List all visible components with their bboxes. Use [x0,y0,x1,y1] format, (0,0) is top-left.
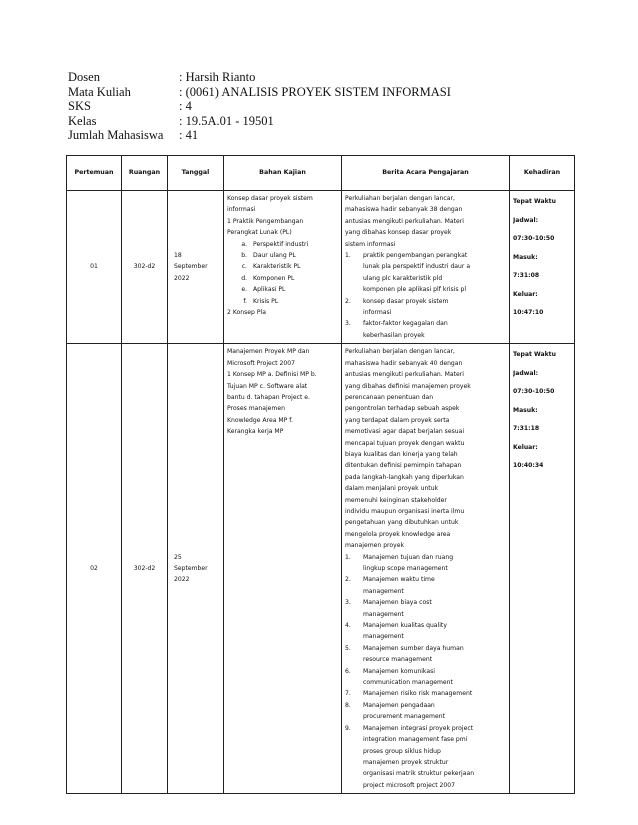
item-continuation: management [363,587,404,595]
item-continuation: communication management [363,679,453,687]
text-line: manajemen proyek [345,542,405,550]
cell-kehadiran [510,344,575,794]
attendance-line: Tepat Waktu [513,198,556,205]
item-text: konsep dasar proyek sistem [363,297,449,305]
numbered-item [345,700,506,711]
item-marker: 4. [345,622,351,630]
item-text: faktor-faktor kegagalan dan [363,320,448,328]
text-line: mengelola proyek knowledge area [345,530,451,538]
cell-berita-acara [342,191,510,344]
item-continuation: komponen ple aplikasi plf krisis pl [363,286,467,294]
item-continuation: management [363,610,404,618]
item-marker: 3. [345,320,351,328]
text-line: Proses manajemen [227,405,285,413]
date-line: 18 [174,252,182,260]
table-header-row [67,156,575,191]
text-line: 2 Konsep Pla [227,309,266,317]
text-line: bantu d. tahapan Project e. [227,393,310,401]
lettered-item [227,261,338,272]
attendance-line: Jadwal: [513,369,539,377]
item-continuation: lingkup scope management [363,565,448,572]
item-marker: f. [243,297,247,305]
attendance-line: 10:47:10 [513,309,544,316]
item-continuation: manajemen proyek struktur [363,758,449,766]
text-line: perencanaan penentuan dan [345,393,434,401]
text-line: mahasiswa hadir sebanyak 38 dengan [345,206,463,214]
lettered-item [227,284,338,295]
attendance-line: Masuk: [513,253,538,261]
header-label: Jumlah Mahasiswa [68,128,164,143]
numbered-item [345,318,506,329]
numbered-item [345,250,506,261]
item-marker: e. [241,286,247,294]
attendance-line: Masuk: [513,406,538,414]
schedule-table [66,155,575,794]
header-value: : Harsih Rianto [179,70,256,84]
header-label: Mata Kuliah [68,84,131,99]
header-row-jumlah-mahasiswa [68,128,451,143]
item-marker: 8. [345,701,351,709]
text-line: pada langkah-langkah yang diperlukan [345,473,464,481]
cell-berita-acara [342,344,510,794]
numbered-item [345,643,506,654]
item-text: Manajemen pengadaan [363,701,435,709]
attendance-line: 07:30-10:50 [513,388,555,396]
cell-pertemuan: 01 [67,191,122,344]
text-line: sistem informasi [345,240,396,248]
text-line: informasi [227,206,256,214]
text-line: Kerangka kerja MP [227,428,284,436]
item-text: Manajemen komunikasi [363,667,435,675]
attendance-line: 07:30-10:50 [513,235,555,242]
lettered-item [227,296,338,307]
text-line: dalam menjalani proyek untuk [345,485,439,493]
column-header-tanggal: Tanggal [168,156,224,191]
cell-bahan-kajian [224,344,342,794]
item-continuation: proses group siklus hidup [363,747,441,755]
item-marker: 7. [345,690,351,698]
item-marker: 1. [345,252,351,260]
column-header-kehadiran: Kehadiran [510,156,575,191]
text-line: yang dibahas definisi manajemen proyek [345,382,471,390]
text-line: antusias mengikuti perkuliahan. Materi [345,371,465,379]
item-continuation: resource management [363,656,433,664]
date-line: 2022 [174,274,190,282]
item-text: Manajemen biaya cost [363,599,432,607]
column-header-bahan-kajian: Bahan Kajian [224,156,342,191]
item-text: Manajemen sumber daya human [363,644,464,652]
attendance-line: 7:31:18 [513,425,540,433]
cell-bahan-kajian [224,191,342,344]
item-marker: 2. [345,576,351,584]
column-header-berita-acara: Berita Acara Pengajaran [342,156,510,191]
text-line: Microsoft Project 2007 [227,359,295,367]
text-line: 1 Konsep MP a. Definisi MP b. [227,371,317,379]
table-row [67,191,575,344]
column-header-pertemuan: Pertemuan [67,156,122,191]
item-text: Krisis PL [253,297,279,305]
date-line: 25 [174,553,182,561]
attendance-line: Jadwal: [513,216,539,224]
item-marker: d. [241,274,247,282]
text-line: yang terdapat dalam proyek serta [345,416,450,424]
item-text: Manajemen kualitas quality [363,622,447,630]
item-continuation: project microsoft project 2007 [363,781,456,789]
header-label: SKS [68,99,91,114]
item-marker: 1. [345,553,351,561]
lettered-item [227,239,338,250]
numbered-item [345,296,506,307]
header-row-kelas [68,114,451,129]
text-line: memotivasi agar dapat berjalan sesuai [345,428,465,436]
cell-tanggal [168,191,224,344]
item-continuation: informasi [363,309,392,317]
lettered-item [227,250,338,261]
text-line: Knowledge Area MP f. [227,416,293,424]
cell-ruangan: 302-d2 [122,344,168,794]
item-continuation: integration management fase pmi [363,736,468,744]
item-text: Daur ulang PL [253,252,296,260]
date-line: 2022 [174,576,190,584]
text-line: mencapai tujuan proyek dengan waktu [345,439,465,447]
item-marker: 3. [345,599,351,607]
item-marker: c. [241,263,247,271]
item-marker: 2. [345,297,351,305]
attendance-line: Keluar: [513,443,538,451]
date-line: September [174,565,208,573]
text-line: Tujuan MP c. Software alat [227,382,308,390]
item-marker: 5. [345,644,351,652]
item-continuation: ulang plc karakteristik pld [363,274,443,282]
text-line: yang dibahas konsep dasar proyek [345,229,452,237]
text-line: pengetahuan yang dibutuhkan untuk [345,519,459,527]
numbered-item [345,620,506,631]
text-line: 1 Praktik Pengembangan [227,217,304,225]
item-continuation: procurement management [363,713,445,721]
column-header-ruangan: Ruangan [122,156,168,191]
date-line: September [174,263,208,271]
item-text: Karakteristik PL [253,263,301,271]
item-text: Aplikasi PL [253,286,286,294]
table-row [67,344,575,794]
item-continuation: organisasi matrik struktur pekerjaan [363,770,475,778]
attendance-line: Tepat Waktu [513,351,556,359]
numbered-item [345,666,506,677]
header-row-sks [68,99,451,114]
course-header [68,70,451,143]
item-text: praktik pengembangan perangkat [363,252,468,260]
item-text: Manajemen waktu time [363,576,435,584]
item-text: Manajemen risiko risk management [363,690,473,698]
attendance-line: 10:40:34 [513,462,544,470]
cell-ruangan: 302-d2 [122,191,168,344]
header-value: : 41 [179,128,199,143]
text-line: biaya kualitas dan kinerja yang telah [345,450,458,458]
item-continuation: lunak pla perspektif industri daur a [363,263,471,271]
attendance-line: Keluar: [513,290,538,298]
numbered-item [345,574,506,585]
attendance-line: 7:31:08 [513,272,540,279]
text-line: individu maupun organisasi inerta ilmu [345,507,465,515]
header-label: Dosen [68,70,100,84]
text-line: Perkuliahan berjalan dengan lancar, [345,348,455,356]
item-continuation: keberhasilan proyek [363,331,425,339]
numbered-item [345,723,506,734]
text-line: Perkuliahan berjalan dengan lancar, [345,195,455,202]
item-continuation: management [363,633,404,641]
text-line: Konsep dasar proyek sistem [227,195,313,202]
numbered-item [345,552,506,563]
item-text: Komponen PL [253,274,295,282]
header-value: : 19.5A.01 - 19501 [179,113,274,128]
item-marker: a. [241,240,247,248]
item-text: Perspektif industri [253,240,309,248]
header-row-dosen [68,70,451,85]
header-value: : (0061) ANALISIS PROYEK SISTEM INFORMASI [179,84,451,99]
header-label: Kelas [68,113,97,128]
numbered-item [345,688,506,699]
text-line: antusias mengikuti perkuliahan. Materi [345,217,465,225]
header-value: : 4 [179,99,192,114]
text-line: ditentukan definisi pemimpin tahapan [345,462,462,470]
item-marker: 6. [345,667,351,675]
text-line: memenuhi keinginan stakeholder [345,496,447,504]
header-row-mata-kuliah [68,85,451,100]
text-line: Manajemen Proyek MP dan [227,348,310,356]
text-line: Perangkat Lunak (PL) [227,229,292,237]
cell-pertemuan: 02 [67,344,122,794]
numbered-item [345,597,506,608]
item-marker: 9. [345,724,351,732]
cell-tanggal [168,344,224,794]
text-line: mahasiswa hadir sebanyak 40 dengan [345,359,463,367]
text-line: pengontrolan terhadap sebuah aspek [345,405,460,413]
item-text: Manajemen tujuan dan ruang [363,553,454,561]
lettered-item [227,273,338,284]
cell-kehadiran [510,191,575,344]
item-text: Manajemen integrasi proyek project [363,724,474,732]
item-marker: b. [241,252,247,260]
